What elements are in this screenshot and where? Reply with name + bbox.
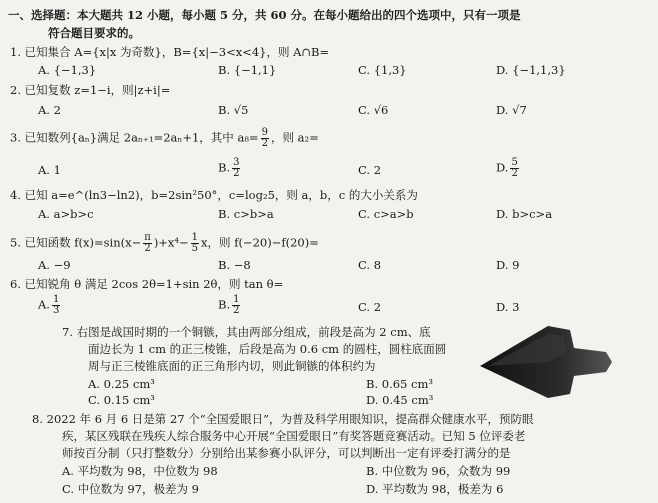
bronze-arrowhead-figure — [478, 322, 618, 400]
q5-fraction-2 — [191, 233, 199, 254]
q6-option-b-fraction — [232, 295, 240, 316]
q4-option-b[interactable]: B. c>b>a — [218, 207, 274, 221]
q6-option-d[interactable]: D. 3 — [496, 300, 520, 314]
q6-b-den: 2 — [233, 305, 240, 316]
q5-stem-prefix: 5. 已知函数 f(x)=sin(x− — [10, 235, 142, 250]
section-header-line2: 符合题目要求的。 — [48, 26, 140, 40]
q2-option-c[interactable]: C. √6 — [358, 103, 389, 117]
q5-frac1-num: π — [144, 232, 151, 243]
q8-stem-line2: 疾，某区残联在残疾人综合服务中心开展“全国爱眼日”有奖答题竞赛活动。已知 5 位评委老 — [62, 429, 526, 443]
q3-option-a[interactable]: A. 1 — [38, 163, 61, 177]
q6-option-b-label: B. — [218, 297, 231, 312]
section-header-line1: 一、选择题：本大题共 12 小题，每小题 5 分，共 60 分。在每小题给出的四个选项中，只有一项是 — [8, 8, 521, 22]
q6-stem: 6. 已知锐角 θ 满足 2cos 2θ=1+sin 2θ，则 tan θ= — [10, 277, 284, 291]
q3-option-d-label: D. — [496, 160, 509, 175]
q3-stem-prefix: 3. 已知数列{aₙ}满足 2aₙ₊₁=2aₙ+1，其中 a₈= — [10, 130, 259, 145]
q7-option-a[interactable]: A. 0.25 cm³ — [88, 377, 155, 391]
q3-option-d-fraction — [510, 158, 518, 179]
q5-stem — [10, 233, 319, 254]
q3-option-b-label: B. — [218, 160, 231, 175]
q2-stem: 2. 已知复数 z=1−i，则|z+i|= — [10, 83, 171, 97]
q4-stem: 4. 已知 a=e^(ln3−ln2)，b=2sin²50°，c=log₂5，则 a，b，c 的大小关系为 — [10, 188, 418, 202]
q5-frac2-den: 5 — [191, 243, 199, 254]
q6-a-num: 1 — [52, 294, 60, 305]
q1-stem: 1. 已知集合 A={x|x 为奇数}，B={x|−3<x<4}，则 A∩B= — [10, 45, 330, 59]
q3-b-den: 2 — [233, 168, 240, 179]
q1-option-a[interactable]: A. {−1,3} — [38, 63, 97, 77]
q8-option-a[interactable]: A. 平均数为 98，中位数为 98 — [62, 464, 218, 478]
q3-d-num: 5 — [511, 157, 518, 168]
q7-stem-line2: 面边长为 1 cm 的正三棱锥，后段是高为 0.6 cm 的圆柱，圆柱底面圆 — [88, 342, 447, 356]
q8-option-b[interactable]: B. 中位数为 96，众数为 99 — [366, 464, 511, 478]
q5-option-b[interactable]: B. −8 — [218, 258, 251, 272]
q2-option-b[interactable]: B. √5 — [218, 103, 249, 117]
q2-option-d[interactable]: D. √7 — [496, 103, 527, 117]
q5-stem-suffix: x，则 f(−20)−f(20)= — [201, 235, 319, 250]
q3-option-c[interactable]: C. 2 — [358, 163, 382, 177]
q3-frac-num: 9 — [261, 127, 268, 138]
q2-option-a[interactable]: A. 2 — [38, 103, 61, 117]
q5-option-d[interactable]: D. 9 — [496, 258, 520, 272]
q6-b-num: 1 — [233, 294, 240, 305]
q7-stem-line3: 周与正三棱锥底面的正三角形内切，则此铜镞的体积约为 — [88, 359, 376, 373]
q7-option-c[interactable]: C. 0.15 cm³ — [88, 393, 155, 407]
q3-stem — [10, 128, 319, 149]
q5-option-a[interactable]: A. −9 — [38, 258, 71, 272]
q5-stem-mid: )+x⁴− — [153, 235, 189, 250]
q3-b-num: 3 — [233, 157, 240, 168]
q4-option-c[interactable]: C. c>a>b — [358, 207, 414, 221]
q3-stem-suffix: ，则 a₂= — [270, 130, 319, 145]
q6-option-b[interactable] — [218, 295, 242, 316]
q8-stem-line1: 8. 2022 年 6 月 6 日是第 27 个“全国爱眼日”，为普及科学用眼知识，提高群众健康水平，预防眼 — [32, 412, 534, 426]
q6-option-a-fraction — [52, 295, 60, 316]
q6-option-a[interactable] — [38, 295, 62, 316]
q3-option-b-fraction — [232, 158, 240, 179]
q8-option-c[interactable]: C. 中位数为 97，极差为 9 — [62, 482, 199, 496]
q1-option-c[interactable]: C. {1,3} — [358, 63, 407, 77]
q3-d-den: 2 — [511, 168, 518, 179]
q5-frac2-num: 1 — [191, 232, 199, 243]
q3-option-d[interactable] — [496, 158, 521, 179]
q4-option-a[interactable]: A. a>b>c — [38, 207, 94, 221]
q1-option-d[interactable]: D. {−1,1,3} — [496, 63, 566, 77]
q7-option-d[interactable]: D. 0.45 cm³ — [366, 393, 434, 407]
q6-option-a-label: A. — [38, 297, 50, 312]
q3-stem-fraction — [261, 128, 269, 149]
q5-fraction-1 — [143, 233, 152, 254]
q4-option-d[interactable]: D. b>c>a — [496, 207, 553, 221]
q7-option-b[interactable]: B. 0.65 cm³ — [366, 377, 433, 391]
arrowhead-icon — [478, 322, 618, 400]
q1-option-b[interactable]: B. {−1,1} — [218, 63, 277, 77]
q5-option-c[interactable]: C. 8 — [358, 258, 382, 272]
q6-option-c[interactable]: C. 2 — [358, 300, 382, 314]
q8-stem-line3: 师按百分制（只打整数分）分别给出某参赛小队评分，可以判断出一定有评委打满分的是 — [62, 446, 511, 460]
q3-option-b[interactable] — [218, 158, 242, 179]
q7-stem-line1: 7. 右图是战国时期的一个铜镞，其由两部分组成，前段是高为 2 cm、底 — [62, 325, 431, 339]
q3-frac-den: 2 — [261, 138, 268, 149]
q5-frac1-den: 2 — [144, 243, 151, 254]
q8-option-d[interactable]: D. 平均数为 98，极差为 6 — [366, 482, 504, 496]
q6-a-den: 3 — [52, 305, 60, 316]
